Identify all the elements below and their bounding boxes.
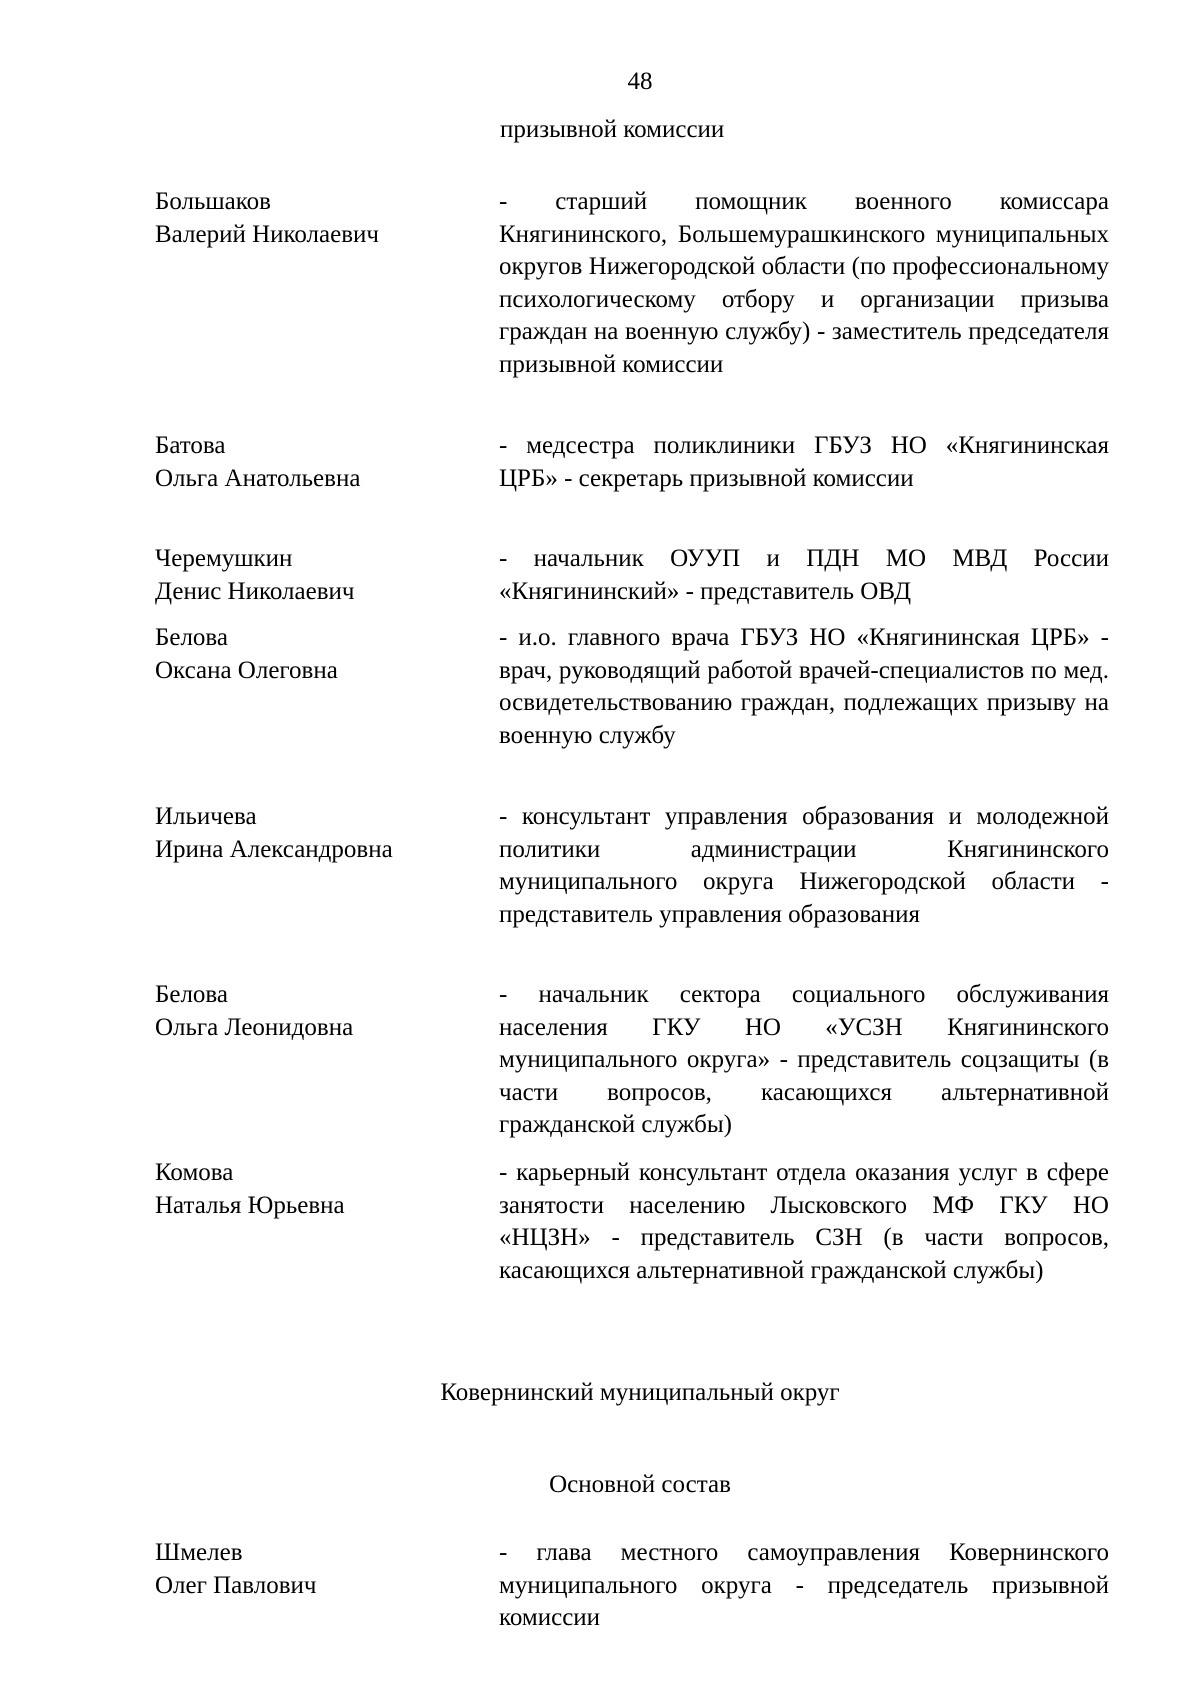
member-role: [499, 1537, 1109, 1635]
member-surname: Шмелев: [155, 1539, 243, 1566]
member-role-text: - консультант управления образования и молодежной политики администрации Княгининского муниципального округа Нижегородской области - представитель управления образования: [499, 803, 1109, 928]
member-name: [155, 1157, 485, 1222]
member-surname: Белова: [155, 624, 228, 651]
member-role: [499, 1157, 1109, 1287]
member-name: [155, 1537, 485, 1602]
member-given-name: Ирина Александровна: [155, 835, 393, 863]
member-given-name: Ольга Леонидовна: [155, 1013, 354, 1041]
page-number: 48: [627, 68, 653, 95]
member-surname: Комова: [155, 1159, 234, 1186]
member-role: [499, 979, 1109, 1142]
member-given-name: Оксана Олеговна: [155, 656, 338, 684]
continuation-text: призывной комиссии: [500, 116, 725, 143]
member-role-text: - начальник ОУУП и ПДН МО МВД России «Княгининский» - представитель ОВД: [499, 545, 1109, 605]
district-heading: Ковернинский муниципальный округ: [440, 1379, 840, 1406]
member-name: [155, 622, 485, 687]
member-name: [155, 801, 485, 866]
member-given-name: Валерий Николаевич: [155, 220, 379, 248]
member-role-text: - карьерный консультант отдела оказания услуг в сфере занятости населению Лысковского МФ ГКУ НО «НЦЗН» - представитель СЗН (в части вопросов, касающихся альтернативной гражданской службы): [499, 1159, 1109, 1284]
member-role: [499, 622, 1109, 752]
member-given-name: Олег Павлович: [155, 1571, 317, 1599]
member-name: [155, 979, 485, 1044]
member-role-text: - и.о. главного врача ГБУЗ НО «Княгининская ЦРБ» - врач, руководящий работой врачей-специалистов по мед. освидетельствованию граждан, подлежащих призыву на военную службу: [499, 624, 1109, 749]
member-role-text: - начальник сектора социального обслуживания населения ГКУ НО «УСЗН Княгининского муниципального округа» - представитель соцзащиты (в части вопросов, касающихся альтернативной гражданской службы): [499, 981, 1109, 1139]
member-role-text: - глава местного самоуправления Ковернинского муниципального округа - председатель призывной комиссии: [499, 1539, 1109, 1632]
member-given-name: Наталья Юрьевна: [155, 1191, 345, 1219]
member-name: [155, 430, 485, 495]
member-surname: Большаков: [155, 188, 271, 215]
member-given-name: Ольга Анатольевна: [155, 464, 361, 492]
member-surname: Черемушкин: [155, 545, 293, 572]
member-role: [499, 801, 1109, 931]
composition-heading: Основной состав: [549, 1471, 731, 1498]
member-given-name: Денис Николаевич: [155, 577, 355, 605]
member-role: [499, 543, 1109, 608]
member-role: [499, 430, 1109, 495]
member-surname: Ильичева: [155, 803, 257, 830]
member-name: [155, 543, 485, 608]
member-surname: Батова: [155, 432, 226, 459]
member-name: [155, 186, 485, 251]
member-role-text: - старший помощник военного комиссара Княгининского, Большемурашкинского муниципальных округов Нижегородской области (по профессиональному психологическому отбору и организации призыва граждан на военную службу) - заместитель председателя призывной комиссии: [499, 188, 1109, 378]
member-role: [499, 186, 1109, 382]
member-role-text: - медсестра поликлиники ГБУЗ НО «Княгининская ЦРБ» - секретарь призывной комиссии: [499, 432, 1109, 492]
member-surname: Белова: [155, 981, 228, 1008]
